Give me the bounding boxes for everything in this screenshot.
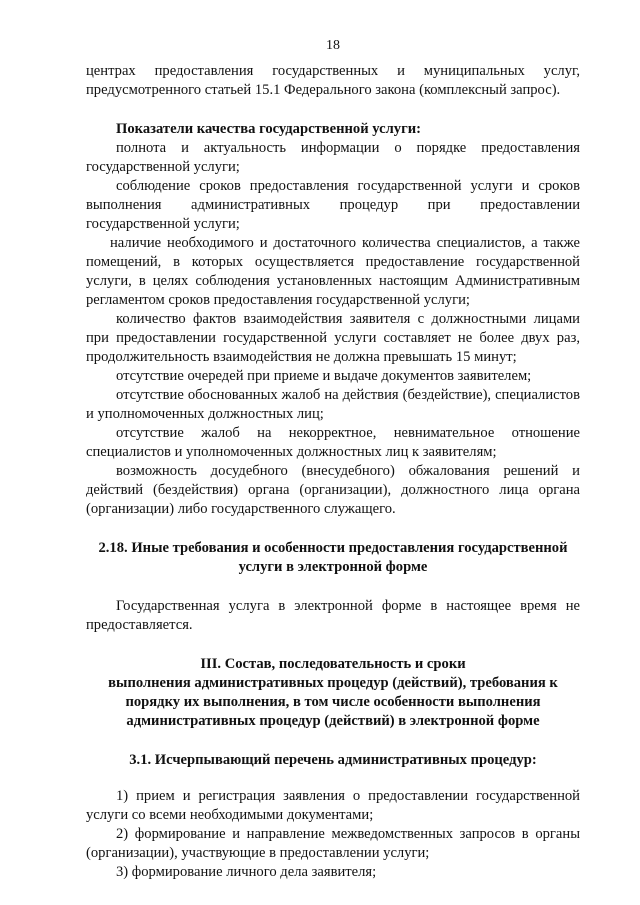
- procedure-item: 2) формирование и направление межведомственных запросов в органы (организации), участвующие в предоставлении услуги;: [86, 826, 580, 861]
- procedure-item: 1) прием и регистрация заявления о предоставлении государственной услуги со всеми необходимыми документами;: [86, 788, 580, 823]
- page-number: 18: [326, 38, 340, 53]
- intro-paragraph: центрах предоставления государственных и муниципальных услуг, предусмотренного статьей 15.1 Федерального закона (комплексный запрос).: [86, 63, 580, 98]
- quality-item: возможность досудебного (внесудебного) обжалования решений и действий (бездействия) органа (организации), должностного лица органа (организации) либо государственного служащего.: [86, 463, 580, 517]
- quality-item: отсутствие жалоб на некорректное, невнимательное отношение специалистов и уполномоченных должностных лиц к заявителям;: [86, 425, 580, 460]
- section-3-heading-line1: III. Состав, последовательность и сроки: [200, 656, 466, 672]
- section-2-18-text: Государственная услуга в электронной форме в настоящее время не предоставляется.: [86, 598, 580, 633]
- quality-item: количество фактов взаимодействия заявителя с должностными лицами при предоставлении государственной услуги составляет не более двух раз, продолжительность взаимодействия не должна превышать 15 минут;: [86, 311, 580, 365]
- section-3-heading-line2: выполнения административных процедур (действий), требования к порядку их выполнения, в том числе особенности выполнения административных процедур (действий) в электронной форме: [108, 675, 558, 729]
- quality-item: наличие необходимого и достаточного количества специалистов, а также помещений, в которых осуществляется предоставление государственной услуги, в целях соблюдения установленных настоящим Административным регламентом сроков предоставления государственной услуги;: [86, 235, 580, 308]
- quality-item: полнота и актуальность информации о порядке предоставления государственной услуги;: [86, 140, 580, 175]
- section-3-1-heading: 3.1. Исчерпывающий перечень административных процедур:: [129, 752, 537, 768]
- page-content: [86, 62, 580, 882]
- section-2-18-heading: 2.18. Иные требования и особенности предоставления государственной услуги в электронной форме: [98, 540, 568, 575]
- quality-item: соблюдение сроков предоставления государственной услуги и сроков выполнения административных процедур при предоставлении государственной услуги;: [86, 178, 580, 232]
- quality-item: отсутствие обоснованных жалоб на действия (бездействие), специалистов и уполномоченных должностных лиц;: [86, 387, 580, 422]
- quality-heading: Показатели качества государственной услуги:: [116, 121, 421, 137]
- procedure-item: 3) формирование личного дела заявителя;: [116, 864, 377, 880]
- quality-item: отсутствие очередей при приеме и выдаче документов заявителем;: [116, 368, 532, 384]
